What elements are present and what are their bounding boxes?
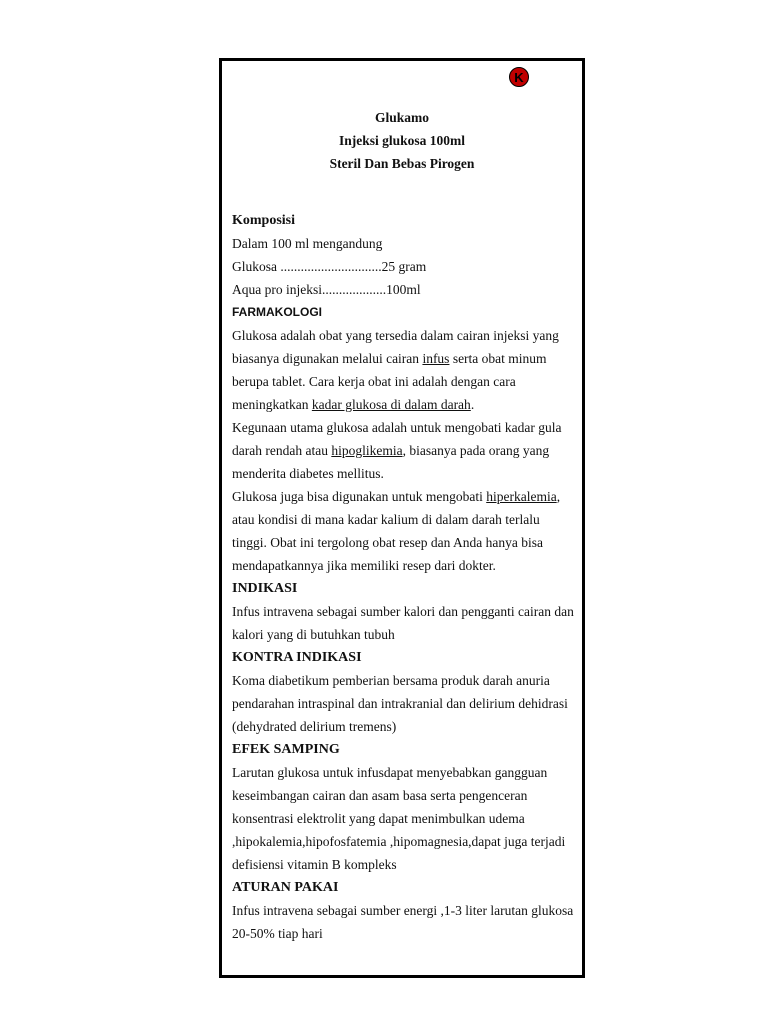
infus-link[interactable]: infus: [422, 351, 450, 366]
farmakologi-p3-text-a: Glukosa juga bisa digunakan untuk mengobati: [232, 489, 487, 504]
indikasi-text: Infus intravena sebagai sumber kalori dan pengganti cairan dan kalori yang di butuhkan tubuh: [232, 604, 574, 642]
label-body: [232, 209, 577, 945]
drug-label: [219, 58, 585, 978]
kadar-glukosa-link[interactable]: kadar glukosa di dalam darah: [311, 397, 471, 412]
kontra-indikasi-text: Koma diabetikum pemberian bersama produk darah anuria pendarahan intraspinal dan intrakranial dan delirium dehidrasi (dehydrated delirium tremens): [232, 673, 568, 734]
aturan-pakai-heading: ATURAN PAKAI: [232, 880, 339, 895]
farmakologi-p3-text-b: , atau kondisi di mana kadar kalium di dalam darah terlalu tinggi. Obat ini tergolong obat resep dan Anda hanya bisa mendapatkannya jika memiliki resep dari dokter.: [232, 489, 561, 573]
farmakologi-paragraph-1: [232, 324, 577, 416]
aturan-pakai-text: Infus intravena sebagai sumber energi ,1-3 liter larutan glukosa 20-50% tiap hari: [232, 903, 574, 941]
efek-samping-text: Larutan glukosa untuk infusdapat menyebabkan gangguan keseimbangan cairan dan asam basa serta pengenceran konsentrasi elektrolit yang dapat menimbulkan udema ,hipokalemia,hipofosfatemia ,hipomagnesia,dapat juga terjadi defisiensi vitamin B kompleks: [232, 765, 566, 872]
indikasi-heading: INDIKASI: [232, 581, 298, 596]
farmakologi-heading: FARMAKOLOGI: [232, 305, 322, 319]
efek-samping-heading: EFEK SAMPING: [232, 742, 340, 757]
komposisi-line-3: Aqua pro injeksi...................100ml: [232, 282, 421, 297]
farmakologi-p2-text-a: Kegunaan utama glukosa adalah untuk mengobati kadar gula darah rendah atau: [232, 420, 562, 458]
farmakologi-p1-text-c: .: [470, 397, 475, 412]
product-sterility: Steril Dan Bebas Pirogen: [329, 156, 475, 171]
k-badge-letter: K: [514, 69, 524, 85]
farmakologi-paragraph-2: [232, 416, 577, 485]
label-titles: [222, 106, 582, 175]
farmakologi-paragraph-3: [232, 485, 577, 577]
komposisi-heading: Komposisi: [232, 213, 296, 228]
hipoglikemia-link[interactable]: hipoglikemia: [331, 443, 403, 458]
product-subtitle: Injeksi glukosa 100ml: [338, 133, 466, 148]
komposisi-line-2: Glukosa ..............................25 gram: [232, 259, 427, 274]
farmakologi-p2-text-b: , biasanya pada orang yang menderita diabetes mellitus.: [232, 443, 550, 481]
komposisi-line-1: Dalam 100 ml mengandung: [232, 236, 383, 251]
k-badge-icon: [509, 67, 529, 87]
farmakologi-p1-text-a: Glukosa adalah obat yang tersedia dalam cairan injeksi yang biasanya digunakan melalui cairan: [232, 328, 559, 366]
farmakologi-p1-text-b: serta obat minum berupa tablet. Cara kerja obat ini adalah dengan cara meningkatkan: [232, 351, 547, 412]
hiperkalemia-link[interactable]: hiperkalemia: [486, 489, 557, 504]
kontra-indikasi-heading: KONTRA INDIKASI: [232, 650, 362, 665]
product-name: Glukamo: [374, 110, 429, 125]
